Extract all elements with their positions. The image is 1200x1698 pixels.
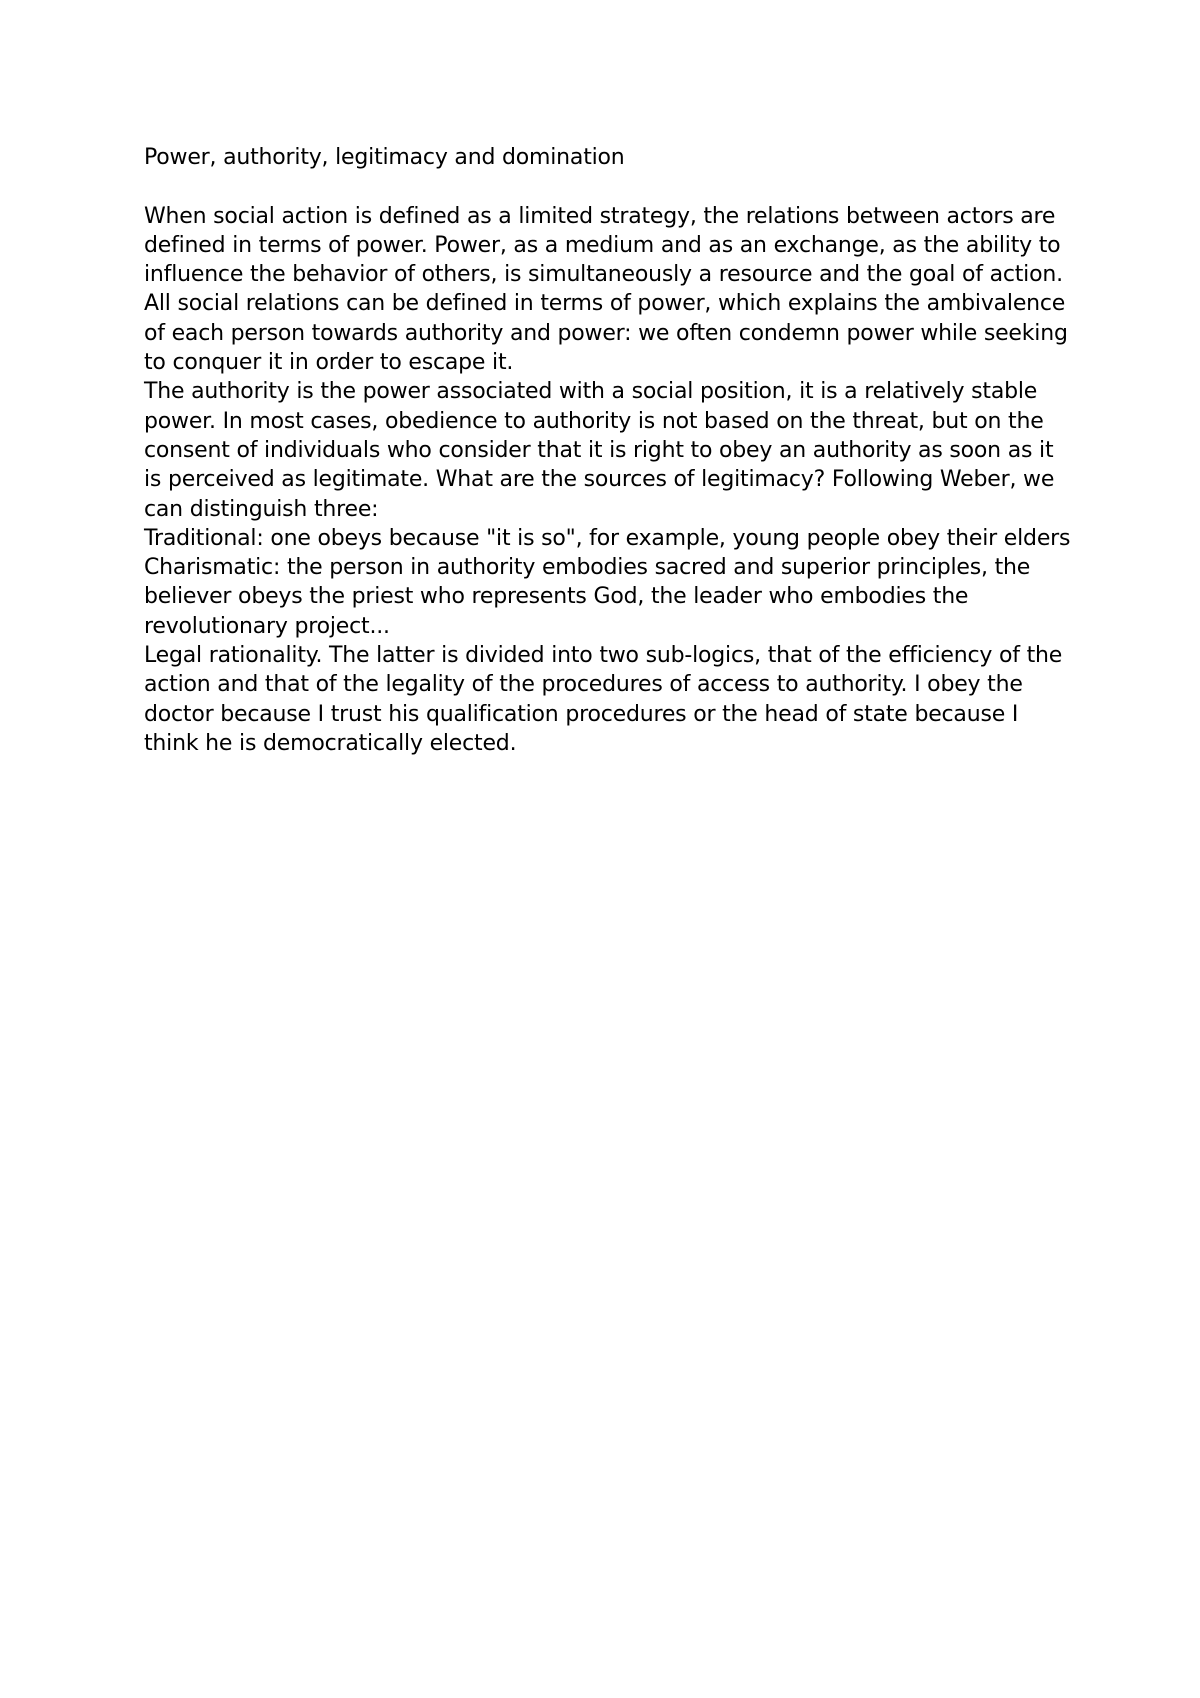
text-line: power. In most cases, obedience to authority is not based on the threat, but on the: [144, 408, 1044, 434]
text-line: think he is democratically elected.: [144, 730, 517, 756]
text-line: can distinguish three:: [144, 496, 379, 522]
paragraph-legal-rationality: [144, 641, 1074, 758]
text-line: of each person towards authority and power: we often condemn power while seeking: [144, 320, 1068, 346]
text-line: The authority is the power associated with a social position, it is a relatively stable: [144, 379, 1038, 405]
text-line: consent of individuals who consider that it is right to obey an authority as soon as it: [144, 437, 1054, 463]
text-line: believer obeys the priest who represents God, the leader who embodies the: [144, 584, 969, 610]
paragraph-power: [144, 202, 1074, 378]
text-line: Charismatic: the person in authority embodies sacred and superior principles, the: [144, 555, 1031, 581]
text-line: to conquer it in order to escape it.: [144, 350, 514, 376]
text-line: When social action is defined as a limited strategy, the relations between actors are: [144, 203, 1056, 229]
text-line: influence the behavior of others, is simultaneously a resource and the goal of action.: [144, 262, 1063, 288]
document-title: Power, authority, legitimacy and domination: [144, 145, 625, 170]
text-line: action and that of the legality of the procedures of access to authority. I obey the: [144, 672, 1023, 698]
paragraph-traditional: [144, 524, 1074, 553]
document-body: [144, 143, 1074, 758]
text-line: defined in terms of power. Power, as a medium and as an exchange, as the ability to: [144, 232, 1061, 258]
text-line: Legal rationality. The latter is divided into two sub-logics, that of the efficiency of the: [144, 643, 1063, 669]
text-line: revolutionary project...: [144, 613, 390, 639]
text-line: Traditional: one obeys because "it is so", for example, young people obey their elders: [144, 525, 1071, 551]
text-line: doctor because I trust his qualification procedures or the head of state because I: [144, 701, 1019, 727]
text-line: All social relations can be defined in terms of power, which explains the ambivalence: [144, 291, 1066, 317]
text-line: is perceived as legitimate. What are the sources of legitimacy? Following Weber, we: [144, 467, 1055, 493]
paragraph-charismatic: [144, 553, 1074, 641]
paragraph-authority: [144, 377, 1074, 523]
